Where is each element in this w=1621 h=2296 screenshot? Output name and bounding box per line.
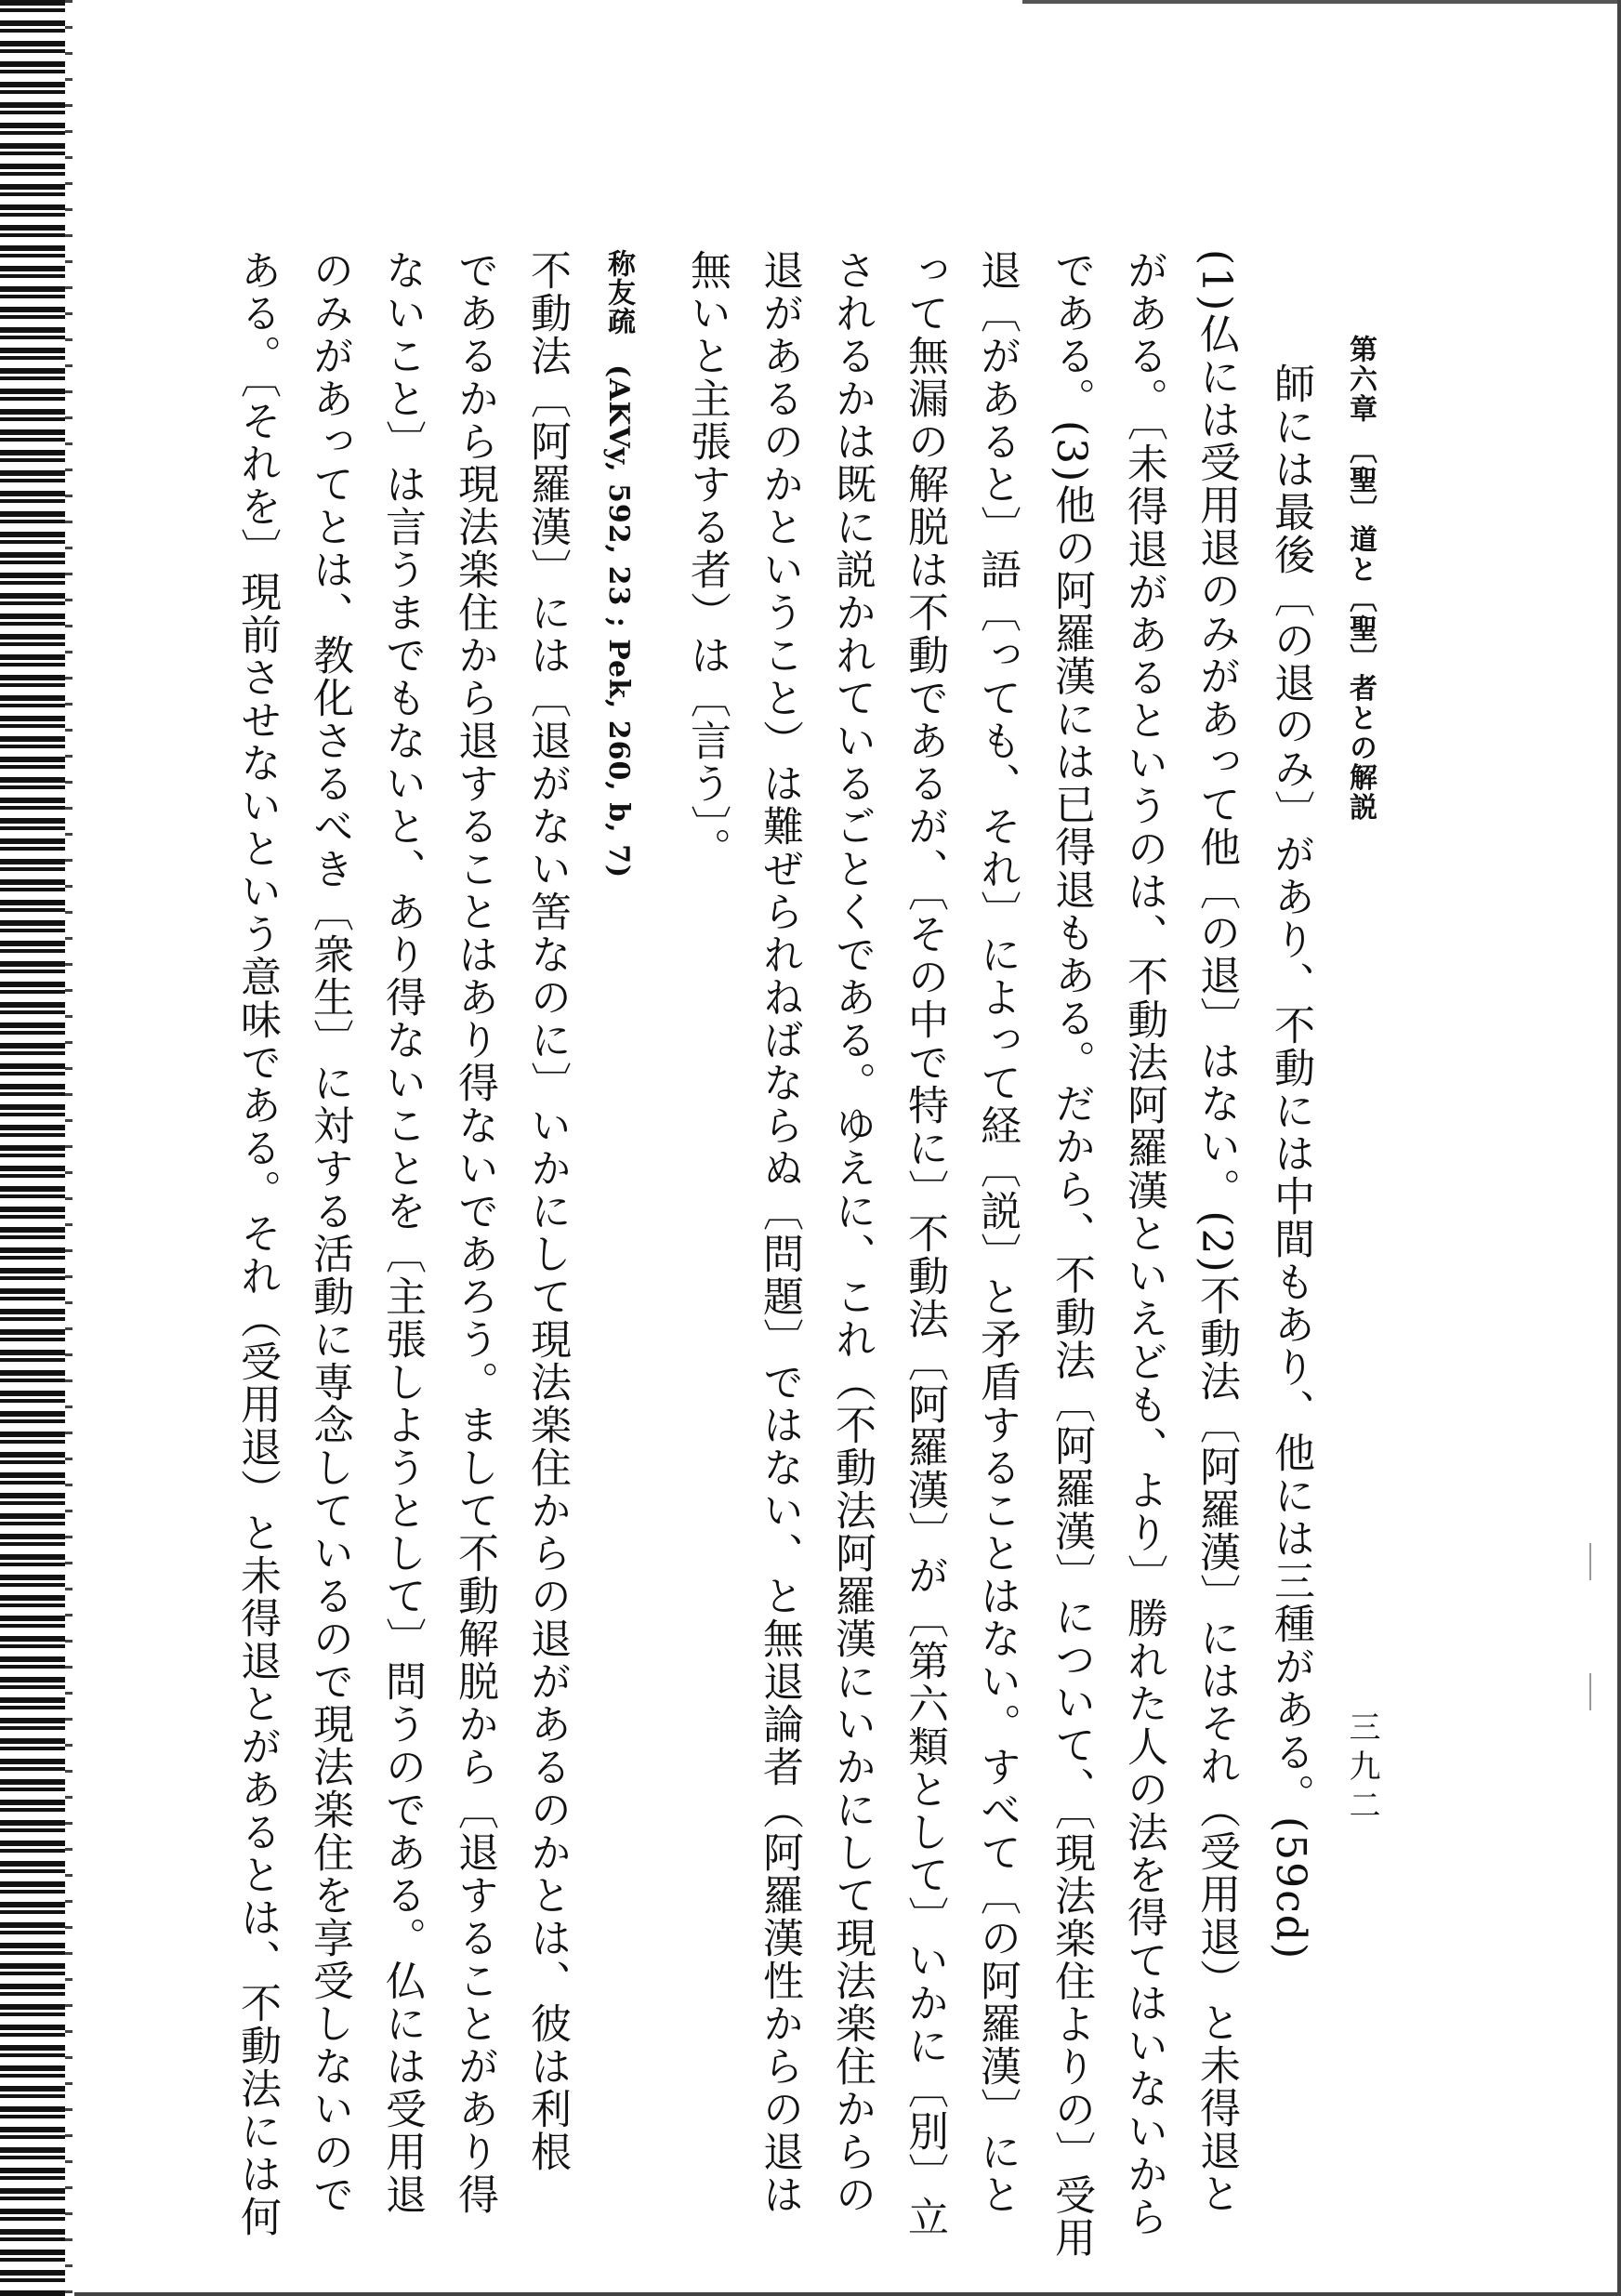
binding-edge — [0, 0, 65, 2296]
body-line: って無漏の解脱は不動であるが、〔その中で特に〕不動法〔阿羅漢〕が〔第六類として〕いかに〔別〕立 — [901, 249, 948, 2238]
body-line: 無いと主張する者）は〔言う〕。 — [683, 249, 731, 870]
dash-mark — [1589, 1543, 1591, 1580]
dash-mark — [1589, 1673, 1591, 1710]
commentary-line: のみがあってとは、教化さるべき〔衆生〕に対する活動に専念しているので現法楽住を享受しないので — [306, 249, 353, 2216]
commentary-label: 称友疏 (AKVy, 592, 23 ; Pek, 260, b, 7) — [602, 249, 635, 879]
bottom-border — [74, 2292, 1621, 2296]
commentary-line: ないこと〕は言うまでもないと、あり得ないことを〔主張しようとして〕問うのである。仏には受用退 — [378, 249, 426, 2216]
body-line: がある。〔未得退があるというのは、不動法阿羅漢といえども、より〕勝れた人の法を得てはいないから — [1120, 249, 1167, 2238]
right-border — [1617, 0, 1621, 2296]
verse-line: 師には最後〔の退のみ〕があり、不動には中間もあり、他には三種がある。(59cd) — [1267, 363, 1314, 1961]
body-line: である。(3)他の阿羅漢には已得退もある。だから、不動法〔阿羅漢〕について、〔現法楽住よりの〕受用 — [1048, 249, 1095, 2260]
top-border — [1022, 0, 1621, 4]
body-line: されるかは既に説かれているごとくである。ゆえに、これ（不動法阿羅漢にいかにして現法楽住からの — [828, 249, 876, 2216]
body-line: 退があるのかということ）は難ぜられねばならぬ〔問題〕ではない、と無退論者（阿羅漢性からの退は — [756, 249, 803, 2216]
body-line: (1)仏には受用退のみがあって他〔の退〕はない。(2)不動法〔阿羅漢〕にはそれ（受用退）と未得退と — [1193, 249, 1240, 2215]
chapter-header: 第六章 〔聖〕道と〔聖〕者との解説 — [1344, 335, 1377, 823]
commentary-line: ある。〔それを〕現前させないという意味である。それ（受用退）と未得退とがあるとは、不動法には何 — [233, 249, 281, 2238]
body-line: 退〔があると〕語〔っても、それ〕によって経〔説〕と矛盾することはない。すべて〔の阿羅漢〕にと — [973, 249, 1021, 2216]
page-number: 三九二 — [1343, 1710, 1380, 1828]
commentary-line: 不動法〔阿羅漢〕には〔退がない筈なのに〕いかにして現法楽住からの退があるのかとは、彼は利根 — [523, 249, 571, 2173]
commentary-line: であるから現法楽住から退することはあり得ないであろう。まして不動解脱から〔退することがあり得 — [451, 249, 498, 2216]
